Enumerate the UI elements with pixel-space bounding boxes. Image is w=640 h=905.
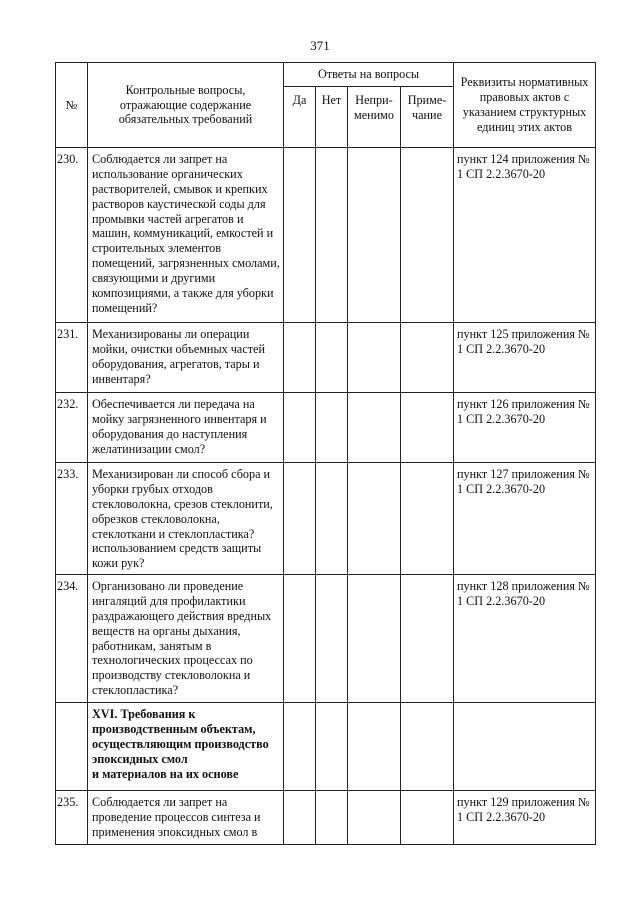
row-question: Организовано ли проведение ингаляций для профилактики раздражающего действия вредных веществ на органы дыхания, работникам, занятым в технологических процессах по производству стекловолокна и стеклопластика? xyxy=(88,575,284,703)
header-yes: Да xyxy=(284,87,316,148)
answer-not-applicable-cell[interactable] xyxy=(348,148,401,323)
row-question: Обеспечивается ли передача на мойку загрязненного инвентаря и оборудования до наступления желатинизации смол? xyxy=(88,393,284,463)
row-number: 235. xyxy=(56,791,88,845)
checklist-table xyxy=(55,62,596,845)
table-row xyxy=(56,393,596,463)
section-empty-cell xyxy=(284,703,316,791)
row-question: Механизированы ли операции мойки, очистки объемных частей оборудования, агрегатов, тары и инвентаря? xyxy=(88,323,284,393)
row-number: 230. xyxy=(56,148,88,323)
answer-yes-cell[interactable] xyxy=(284,791,316,845)
row-requisite: пункт 127 приложения № 1 СП 2.2.3670-20 xyxy=(454,463,596,575)
answer-not-applicable-cell[interactable] xyxy=(348,791,401,845)
header-requisites: Реквизиты нормативных правовых актов с указанием структурных единиц этих актов xyxy=(454,63,596,148)
table-row xyxy=(56,791,596,845)
answer-yes-cell[interactable] xyxy=(284,393,316,463)
answer-note-cell[interactable] xyxy=(401,791,454,845)
answer-not-applicable-cell[interactable] xyxy=(348,323,401,393)
answer-not-applicable-cell[interactable] xyxy=(348,393,401,463)
section-title-line2: и материалов на их основе xyxy=(92,766,239,781)
row-number: 233. xyxy=(56,463,88,575)
row-question: Соблюдается ли запрет на использование органических растворителей, смывок и крепких растворов каустической соды для промывки частей агрегатов и машин, коммуникаций, емкостей и строительных элементов помещений, загрязненных смолами, связующими и другими композициями, а также для уборки помещений? xyxy=(88,148,284,323)
header-number: № xyxy=(56,63,88,148)
header-questions: Контрольные вопросы, отражающие содержание обязательных требований xyxy=(88,63,284,148)
row-question: Соблюдается ли запрет на проведение процессов синтеза и применения эпоксидных смол в xyxy=(88,791,284,845)
answer-yes-cell[interactable] xyxy=(284,323,316,393)
answer-no-cell[interactable] xyxy=(316,575,348,703)
header-row xyxy=(56,63,596,87)
row-question: Механизирован ли способ сбора и уборки грубых отходов стекловолокна, срезов стеклонити, обрезков стекловолокна, стеклоткани и стеклопластика? использованием средств защиты кожи рук? xyxy=(88,463,284,575)
header-note: Приме-чание xyxy=(401,87,454,148)
answer-no-cell[interactable] xyxy=(316,463,348,575)
answer-not-applicable-cell[interactable] xyxy=(348,575,401,703)
answer-not-applicable-cell[interactable] xyxy=(348,463,401,575)
section-number-cell xyxy=(56,703,88,791)
page-number: 371 xyxy=(310,38,330,53)
header-no-answer: Нет xyxy=(316,87,348,148)
answer-note-cell[interactable] xyxy=(401,575,454,703)
answer-yes-cell[interactable] xyxy=(284,148,316,323)
row-requisite: пункт 129 приложения № 1 СП 2.2.3670-20 xyxy=(454,791,596,845)
answer-no-cell[interactable] xyxy=(316,393,348,463)
answer-note-cell[interactable] xyxy=(401,393,454,463)
table-row xyxy=(56,323,596,393)
row-requisite: пункт 124 приложения № 1 СП 2.2.3670-20 xyxy=(454,148,596,323)
section-empty-cell xyxy=(348,703,401,791)
answer-no-cell[interactable] xyxy=(316,323,348,393)
section-title-line1: XVI. Требования к производственным объектам, осуществляющим производство эпоксидных смол xyxy=(92,707,269,766)
row-requisite: пункт 126 приложения № 1 СП 2.2.3670-20 xyxy=(454,393,596,463)
table-row xyxy=(56,463,596,575)
header-not-applicable: Непри-менимо xyxy=(348,87,401,148)
row-number: 232. xyxy=(56,393,88,463)
table-row xyxy=(56,148,596,323)
row-requisite: пункт 128 приложения № 1 СП 2.2.3670-20 xyxy=(454,575,596,703)
section-row xyxy=(56,703,596,791)
section-empty-cell xyxy=(401,703,454,791)
answer-note-cell[interactable] xyxy=(401,148,454,323)
section-empty-cell xyxy=(316,703,348,791)
row-requisite: пункт 125 приложения № 1 СП 2.2.3670-20 xyxy=(454,323,596,393)
row-number: 231. xyxy=(56,323,88,393)
answer-note-cell[interactable] xyxy=(401,323,454,393)
section-empty-cell xyxy=(454,703,596,791)
answer-no-cell[interactable] xyxy=(316,148,348,323)
answer-no-cell[interactable] xyxy=(316,791,348,845)
table-row xyxy=(56,575,596,703)
answer-note-cell[interactable] xyxy=(401,463,454,575)
section-title xyxy=(88,703,284,791)
row-number: 234. xyxy=(56,575,88,703)
answer-yes-cell[interactable] xyxy=(284,575,316,703)
answer-yes-cell[interactable] xyxy=(284,463,316,575)
header-answers: Ответы на вопросы xyxy=(284,63,454,87)
